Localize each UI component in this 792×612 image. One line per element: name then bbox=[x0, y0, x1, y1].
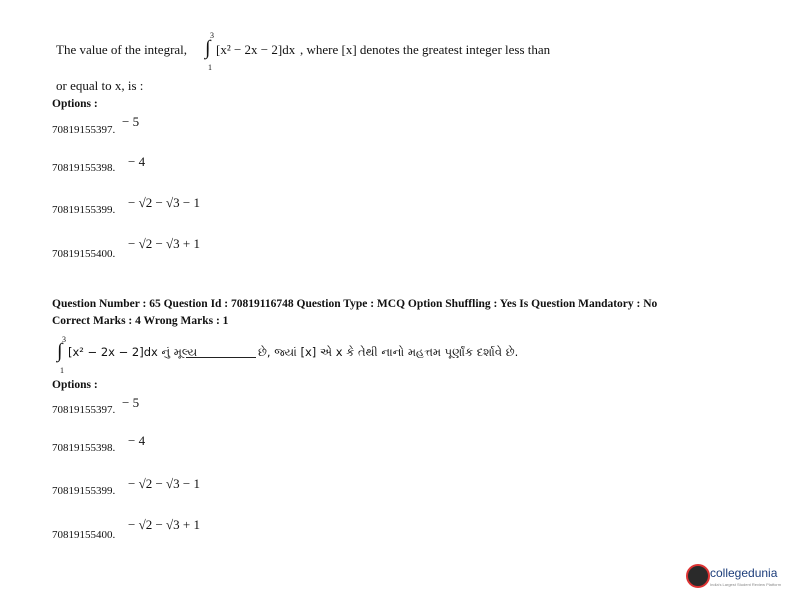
q2-integrand: [x² − 2x − 2]dx નું મૂલ્ય bbox=[68, 345, 198, 359]
q2-option-2-value[interactable]: − 4 bbox=[128, 433, 146, 448]
q2-integral-upper: 3 bbox=[62, 335, 66, 344]
q1-options-label: Options : bbox=[52, 98, 98, 110]
q1-integrand: [x² − 2x − 2]dx bbox=[216, 42, 296, 57]
q2-option-4-id: 70819155400. bbox=[52, 529, 116, 541]
q1-option-1-value[interactable]: − 5 bbox=[122, 114, 140, 129]
q2-integral-lower: 1 bbox=[60, 366, 64, 375]
q2-option-2-id: 70819155398. bbox=[52, 442, 116, 454]
q2-options-label: Options : bbox=[52, 379, 98, 391]
collegedunia-logo-icon bbox=[686, 564, 710, 588]
q2-option-4-value[interactable]: − √2 − √3 + 1 bbox=[128, 517, 201, 532]
q2-meta-line2: Correct Marks : 4 Wrong Marks : 1 bbox=[52, 315, 229, 327]
q1-integral-upper: 3 bbox=[210, 31, 214, 40]
logo-name: collegedunia bbox=[710, 566, 778, 580]
q1-integral-lower: 1 bbox=[208, 63, 212, 72]
q1-option-3-value[interactable]: − √2 − √3 − 1 bbox=[128, 195, 201, 210]
q1-option-2-value[interactable]: − 4 bbox=[128, 154, 146, 169]
q2-option-1-value[interactable]: − 5 bbox=[122, 395, 140, 410]
integral-sign-icon: ∫ bbox=[57, 340, 63, 362]
q1-option-1-id: 70819155397. bbox=[52, 124, 116, 136]
q1-option-4-value[interactable]: − √2 − √3 + 1 bbox=[128, 236, 201, 251]
q2-meta-line1: Question Number : 65 Question Id : 70819116748 Question Type : MCQ Option Shuffling : Yes Is Question Mandatory : No bbox=[52, 298, 658, 310]
q1-option-3-id: 70819155399. bbox=[52, 204, 116, 216]
logo-tagline: India's Largest Student Review Platform bbox=[710, 582, 782, 587]
q1-option-4-id: 70819155400. bbox=[52, 248, 116, 260]
answer-blank bbox=[186, 347, 256, 358]
q1-stem-after: , where [x] denotes the greatest integer less than bbox=[300, 42, 551, 57]
q2-option-1-id: 70819155397. bbox=[52, 404, 116, 416]
q2-option-3-value[interactable]: − √2 − √3 − 1 bbox=[128, 476, 201, 491]
q2-stem-after: છે, જ્યાં [x] એ x કે તેથી નાનો મહત્તમ પૂર્ણાંક દર્શાવે છે. bbox=[258, 345, 519, 359]
q2-option-3-id: 70819155399. bbox=[52, 485, 116, 497]
q1-stem-before: The value of the integral, bbox=[56, 42, 188, 57]
q1-option-2-id: 70819155398. bbox=[52, 162, 116, 174]
q1-stem-line2: or equal to x, is : bbox=[56, 78, 144, 93]
integral-sign-icon: ∫ bbox=[205, 37, 211, 59]
